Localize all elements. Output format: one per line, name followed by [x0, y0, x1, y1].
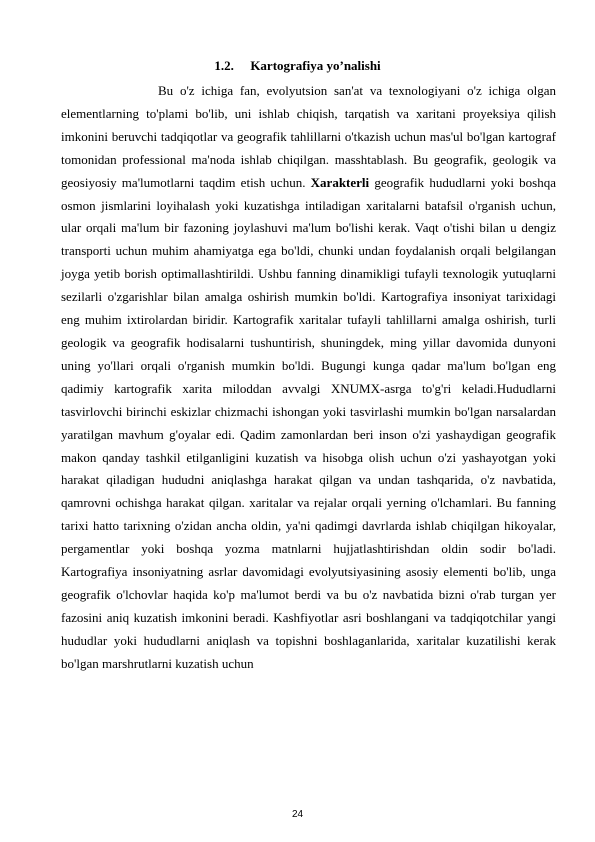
section-heading — [0, 58, 595, 74]
paragraph-text-part2: geografik hududlarni yoki boshqa osmon jismlarini loyihalash yoki kuzatishga intiladigan xaritalarni batafsil o'rganish uchun, ular orqali ma'lum bir fazoning joylashuvi ma'lum bo'lishi kerak. Vaqt o'tishi bilan u dengiz transporti uchun muhim ahamiyatga ega bo'ldi, chunki undan foydalanish orqali belgilangan joyga yetib borish optimallashtirildi. Ushbu fanning dinamikligi tufayli texnologik yutuqlarni sezilarli o'zgarishlar bilan amalga oshirish mumkin bo'ldi. Kartografiya insoniyat tarixidagi eng muhim ixtirolardan biridir. Kartografik xaritalar tufayli tahlillarni amalga oshirish, turli geologik va geografik hodisalarni tushuntirish, shuningdek, ming yillar davomida dunyoni uning yo'llari orqali o'rganish mumkin bo'ldi. Bugungi kunga qadar ma'lum bo'lgan eng qadimiy kartografik xarita miloddan avvalgi XNUMX-asrga to'g'ri keladi.Hududlarni tasvirlovchi birinchi eskizlar chizmachi ishongan yoki tasvirlashi mumkin bo'lgan narsalardan yaratilgan mavhum g'oyalar edi. Qadim zamonlardan beri inson o'zi yashaydigan geografik makon qanday tashkil etilganligini kuzatish va hisobga olish uchun o'zi yashayotgan yoki harakat qiladigan hududni aniqlashga harakat qilgan va undan tashqarida, o'z navbatida, qamrovni ochishga harakat qilgan. xaritalar va rejalar orqali yerning o'lchamlari. Bu fanning tarixi hatto tarixning o'zidan ancha oldin, ya'ni qadimgi davrlarda ishlab chiqilgan hikoyalar, pergamentlar yoki boshqa yozma matnlarni hujjatlashtirishdan oldin sodir bo'ladi. Kartografiya insoniyatning asrlar davomidagi evolyutsiyasining asosiy elementi bo'lib, unga geografik o'lchovlar haqida ko'p ma'lumot berdi va bu o'z navbatida bizni o'rab turgan yer fazosini aniq kuzatish imkonini beradi. Kashfiyotlar asri boshlangani va tadqiqotchilar yangi hududlar yoki hududlarni aniqlash va topishni boshlaganlarida, xaritalar kuzatilishi kerak bo'lgan marshrutlarni kuzatish uchun — [61, 174, 556, 671]
page-number: 24 — [291, 809, 304, 820]
bold-term: Xarakterli — [310, 174, 370, 190]
section-title: Kartografiya yo’nalishi — [250, 58, 381, 73]
section-number: 1.2. — [214, 58, 234, 73]
body-paragraph — [61, 80, 556, 676]
paragraph-text-part1: Bu o'z ichiga fan, evolyutsion san'at va texnologiyani o'z ichiga olgan elementlarning to'plami bo'lib, uni ishlab chiqish, tarqatish va xaritani proyeksiya qilish imkonini beruvchi tadqiqotlar va geografik tahlillarni o'tkazish uchun mas'ul bo'lgan kartograf tomonidan professional ma'noda ishlab chiqilgan. masshtablash. Bu geografik, geologik va geosiyosiy ma'lumotlarni taqdim etish uchun. — [61, 83, 556, 190]
